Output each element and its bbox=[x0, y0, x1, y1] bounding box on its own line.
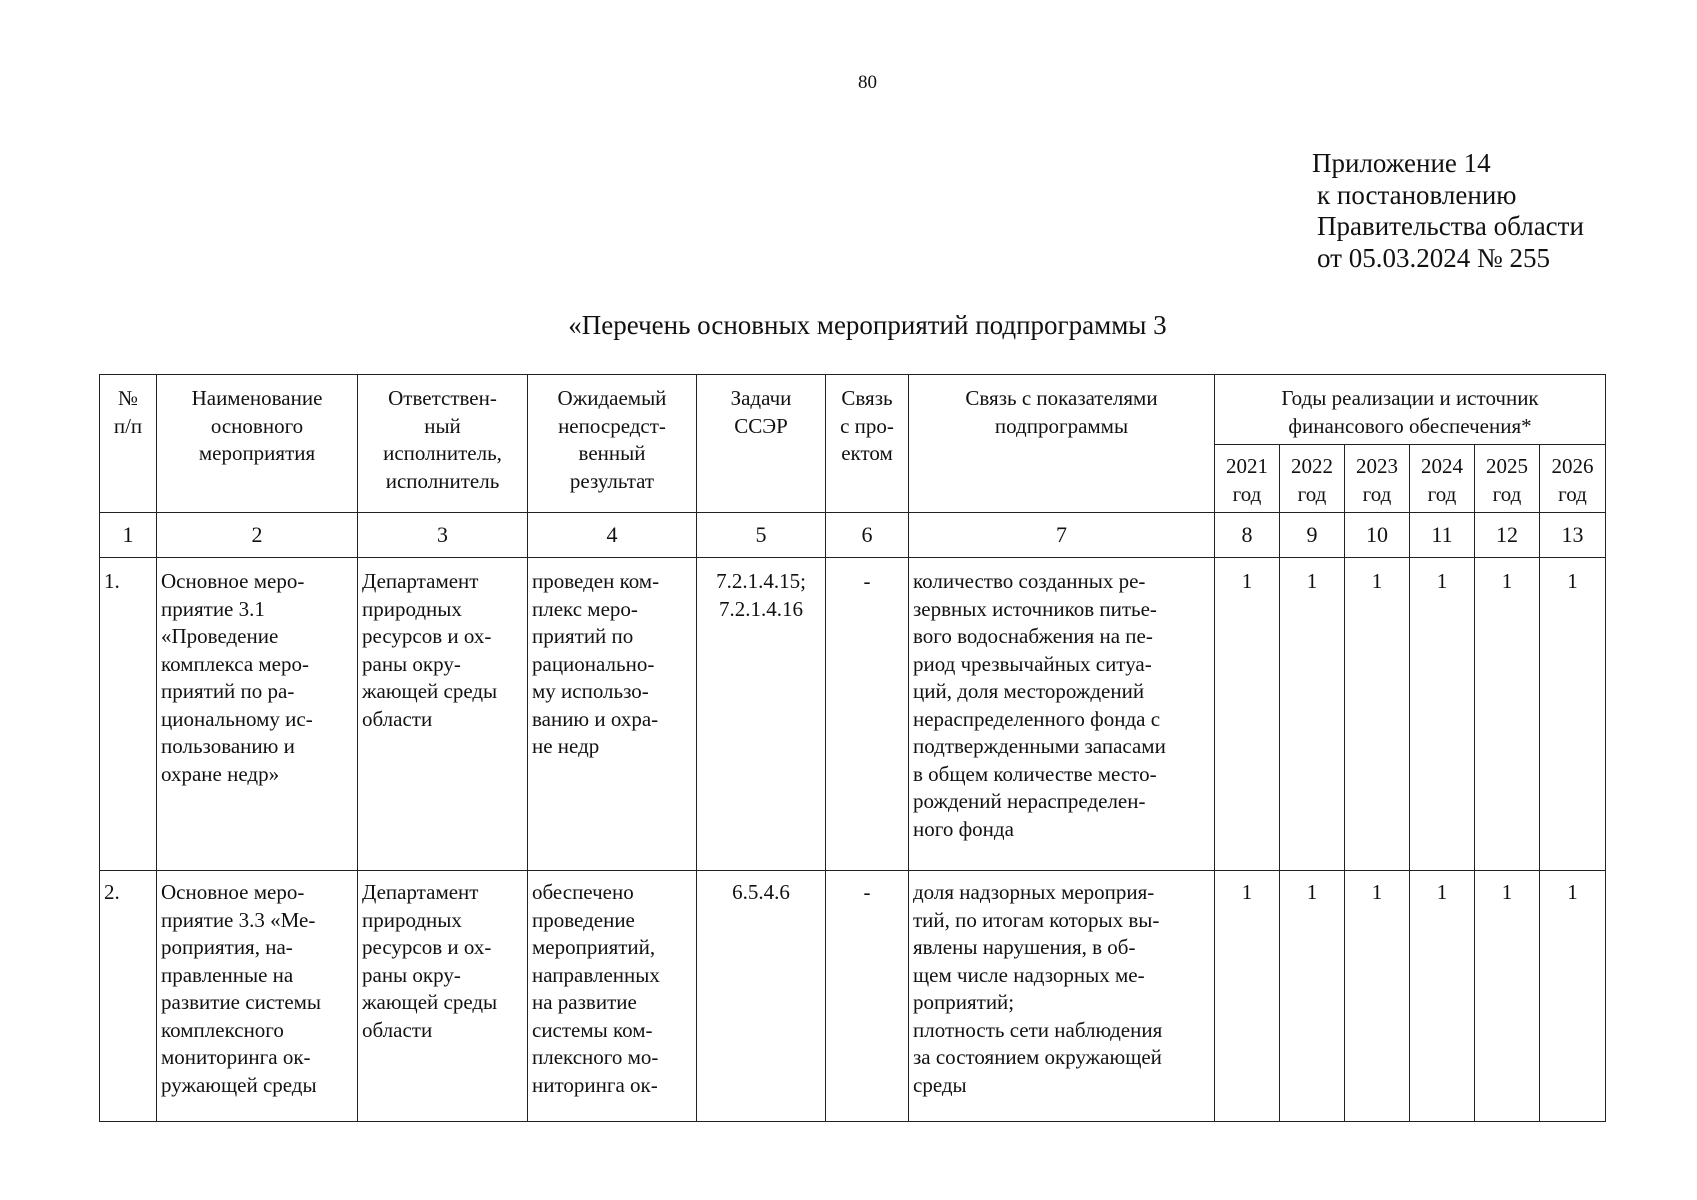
header-number: № п/п bbox=[100, 375, 157, 513]
year-value: 1 bbox=[1345, 871, 1410, 1122]
header-year: 2023 год bbox=[1345, 445, 1410, 513]
column-number: 8 bbox=[1215, 513, 1280, 558]
year-value: 1 bbox=[1280, 558, 1345, 871]
measures-table bbox=[99, 374, 1606, 1122]
year-value: 1 bbox=[1345, 558, 1410, 871]
header-row bbox=[100, 375, 1606, 445]
year-value: 1 bbox=[1410, 558, 1475, 871]
column-number: 10 bbox=[1345, 513, 1410, 558]
appendix-line-1: Приложение 14 bbox=[1312, 148, 1491, 178]
measure-name: Основное меро- приятие 3.3 «Ме- роприятия, на- правленные на развитие системы комплексного мониторинга ок- ружающей среды bbox=[157, 871, 358, 1122]
year-value: 1 bbox=[1280, 871, 1345, 1122]
header-tasks: Задачи ССЭР bbox=[697, 375, 826, 513]
measure-name: Основное меро- приятие 3.1 «Проведение комплекса меро- приятий по ра- циональному ис- пользованию и охране недр» bbox=[157, 558, 358, 871]
header-result: Ожидаемый непосредст- венный результат bbox=[528, 375, 697, 513]
column-number: 12 bbox=[1475, 513, 1540, 558]
year-value: 1 bbox=[1410, 871, 1475, 1122]
appendix-header bbox=[1312, 148, 1584, 274]
year-value: 1 bbox=[1475, 871, 1540, 1122]
sser-tasks: 7.2.1.4.15; 7.2.1.4.16 bbox=[697, 558, 826, 871]
project-link: - bbox=[826, 558, 909, 871]
expected-result: обеспечено проведение мероприятий, направленных на развитие системы ком- плексного мо- ниторинга ок- bbox=[528, 871, 697, 1122]
year-value: 1 bbox=[1540, 871, 1606, 1122]
column-number: 9 bbox=[1280, 513, 1345, 558]
header-year: 2022 год bbox=[1280, 445, 1345, 513]
year-value: 1 bbox=[1475, 558, 1540, 871]
year-value: 1 bbox=[1215, 558, 1280, 871]
header-year: 2026 год bbox=[1540, 445, 1606, 513]
year-value: 1 bbox=[1540, 558, 1606, 871]
indicators-link: количество созданных ре- зервных источников питье- вого водоснабжения на пе- риод чрезвычайных ситуа- ций, доля месторождений нераспределенного фонда с подтвержденными запасами в общем количестве место- рождений нераспределен- ного фонда bbox=[909, 558, 1215, 871]
column-number: 3 bbox=[358, 513, 528, 558]
column-number: 5 bbox=[697, 513, 826, 558]
sser-tasks: 6.5.4.6 bbox=[697, 871, 826, 1122]
appendix-line-4: от 05.03.2024 № 255 bbox=[1317, 242, 1550, 273]
expected-result: проведен ком- плекс меро- приятий по рационально- му использо- ванию и охра- не недр bbox=[528, 558, 697, 871]
header-executor: Ответствен- ный исполнитель, исполнитель bbox=[358, 375, 528, 513]
column-number: 4 bbox=[528, 513, 697, 558]
responsible-executor: Департамент природных ресурсов и ох- раны окру- жающей среды области bbox=[358, 558, 528, 871]
appendix-line-2: к постановлению bbox=[1317, 179, 1517, 210]
row-number: 2. bbox=[100, 871, 157, 1122]
project-link: - bbox=[826, 871, 909, 1122]
column-number: 13 bbox=[1540, 513, 1606, 558]
column-number-row bbox=[100, 513, 1606, 558]
responsible-executor: Департамент природных ресурсов и ох- раны окру- жающей среды области bbox=[358, 871, 528, 1122]
appendix-line-3: Правительства области bbox=[1317, 211, 1584, 241]
column-number: 6 bbox=[826, 513, 909, 558]
header-year: 2025 год bbox=[1475, 445, 1540, 513]
table-row bbox=[100, 871, 1606, 1122]
table-title: «Перечень основных мероприятий подпрограммы 3 bbox=[568, 310, 1167, 340]
column-number: 7 bbox=[909, 513, 1215, 558]
column-number: 11 bbox=[1410, 513, 1475, 558]
indicators-link: доля надзорных мероприя- тий, по итогам которых вы- явлены нарушения, в об- щем числе надзорных ме- роприятий; плотность сети наблюдения за состоянием окружающей среды bbox=[909, 871, 1215, 1122]
header-year: 2021 год bbox=[1215, 445, 1280, 513]
header-years-group: Годы реализации и источник финансового обеспечения* bbox=[1215, 375, 1606, 445]
column-number: 1 bbox=[100, 513, 157, 558]
header-name: Наименование основного мероприятия bbox=[157, 375, 358, 513]
row-number: 1. bbox=[100, 558, 157, 871]
year-value: 1 bbox=[1215, 871, 1280, 1122]
column-number: 2 bbox=[157, 513, 358, 558]
header-indicators: Связь с показателями подпрограммы bbox=[909, 375, 1215, 513]
header-year: 2024 год bbox=[1410, 445, 1475, 513]
page-number: 80 bbox=[858, 72, 877, 93]
header-project: Связь с про- ектом bbox=[826, 375, 909, 513]
table-row bbox=[100, 558, 1606, 871]
